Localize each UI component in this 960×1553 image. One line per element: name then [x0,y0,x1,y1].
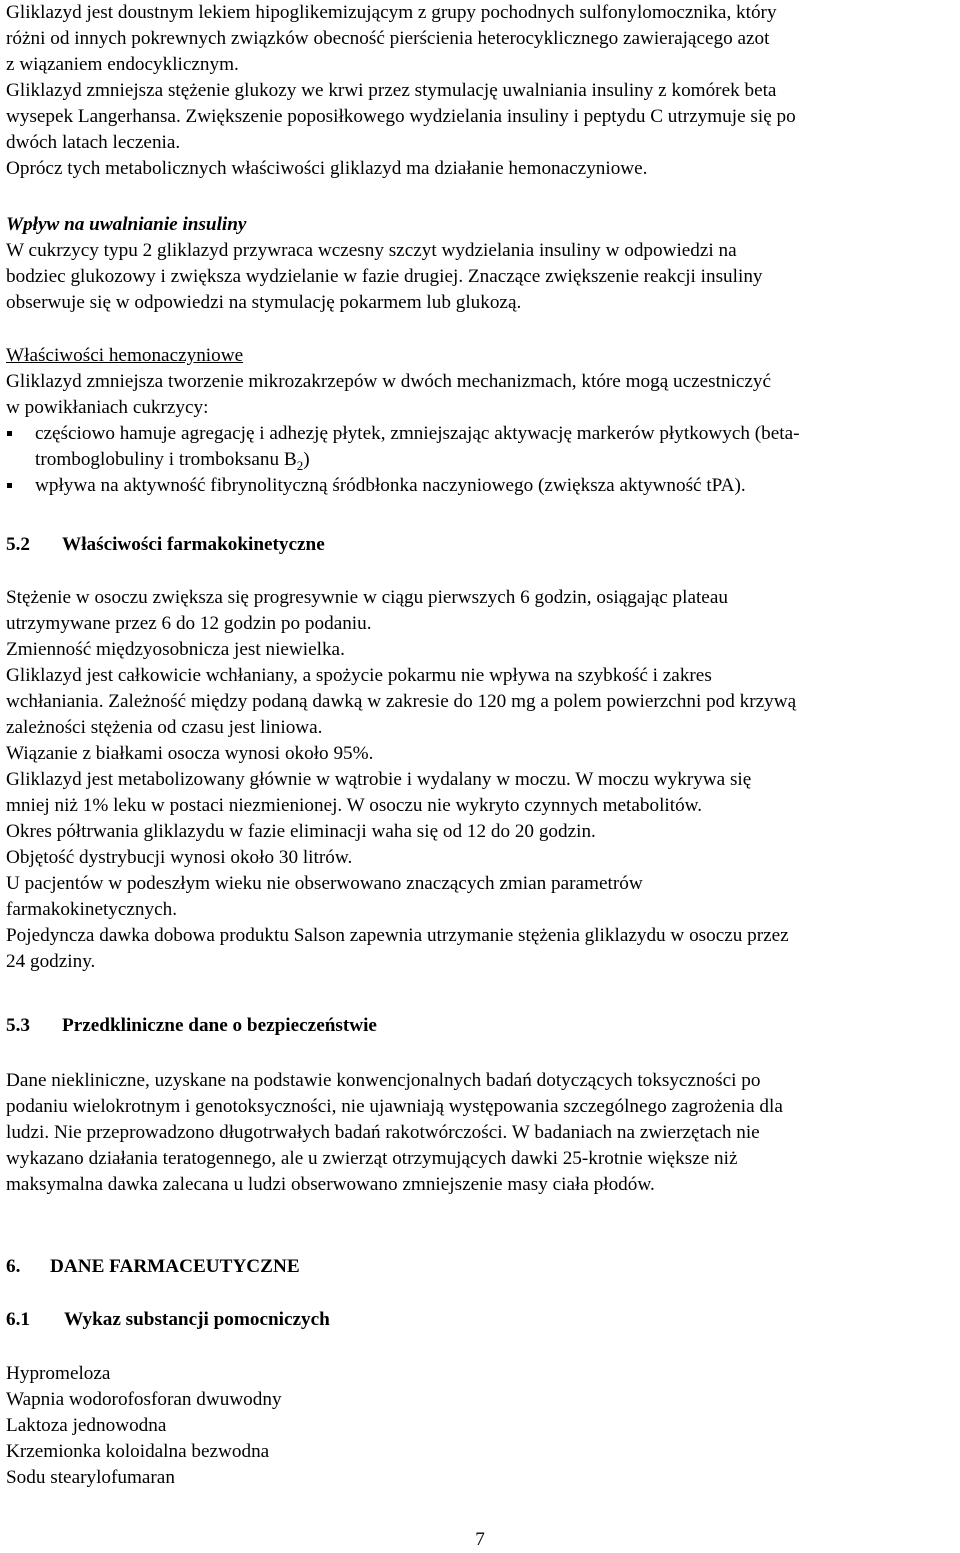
insulin-heading: Wpływ na uwalnianie insuliny [6,214,247,235]
text-line: W cukrzycy typu 2 gliklazyd przywraca wczesny szczyt wydzielania insuliny w odpowiedzi na [6,240,737,261]
square-bullet-icon [7,483,12,488]
text-line: utrzymywane przez 6 do 12 godzin po podaniu. [6,613,372,634]
section-number: 6. [6,1256,21,1277]
text-line: wpływa na aktywność fibrynolityczną śródbłonka naczyniowego (zwiększa aktywność tPA). [35,475,746,496]
text-line: 24 godziny. [6,951,96,972]
hemo-section [6,343,799,499]
list-item: Wapnia wodorofosforan dwuwodny [6,1389,282,1410]
text-line: Gliklazyd zmniejsza tworzenie mikrozakrzepów w dwóch mechanizmach, które mogą uczestniczyć [6,371,772,392]
section-title: DANE FARMACEUTYCZNE [50,1256,300,1277]
text-line: wykazano działania teratogennego, ale u zwierząt otrzymujących dawki 25-krotnie większe niż [6,1148,738,1169]
text-line: Gliklazyd jest całkowicie wchłaniany, a spożycie pokarmu nie wpływa na szybkość i zakres [6,665,712,686]
square-bullet-icon [7,431,12,436]
text-line: maksymalna dawka zalecana u ludzi obserwowano zmniejszenie masy ciała płodów. [6,1174,655,1195]
text-line: podaniu wielokrotnym i genotoksyczności, nie ujawniają występowania szczególnego zagrożenia dla [6,1096,783,1117]
section-title: Właściwości farmakokinetyczne [62,534,325,555]
text-line: Pojedyncza dawka dobowa produktu Salson zapewnia utrzymanie stężenia gliklazydu w osoczu przez [6,925,789,946]
section-title: Wykaz substancji pomocniczych [64,1309,330,1330]
text-line: ) [303,449,310,470]
text-line: z wiązaniem endocyklicznym. [6,54,239,75]
section-number: 5.2 [6,534,30,555]
section-6-1-heading [6,1307,330,1333]
list-item: Sodu stearylofumaran [6,1467,175,1488]
text-line: Objętość dystrybucji wynosi około 30 litrów. [6,847,353,868]
page-number: 7 [475,1529,485,1550]
text-line: Gliklazyd zmniejsza stężenie glukozy we krwi przez stymulację uwalniania insuliny z komórek beta [6,80,777,101]
text-line: mniej niż 1% leku w postaci niezmienionej. W osoczu nie wykryto czynnych metabolitów. [6,795,703,816]
text-line: wysepek Langerhansa. Zwiększenie poposiłkowego wydzielania insuliny i peptydu C utrzymuje się po [6,106,796,127]
section-6-heading [6,1254,300,1280]
list-item: Hypromeloza [6,1363,111,1384]
section-number: 6.1 [6,1309,30,1330]
hemo-bullet-list [6,421,799,499]
list-item [6,473,799,499]
text-line: częściowo hamuje agregację i adhezję płytek, zmniejszając aktywację markerów płytkowych (beta- [35,423,800,444]
section-5-2-heading [6,532,325,558]
text-line: bodziec glukozowy i zwiększa wydzielanie w fazie drugiej. Znaczące zwiększenie reakcji insuliny [6,266,763,287]
text-line: Okres półtrwania gliklazydu w fazie eliminacji waha się od 12 do 20 godzin. [6,821,596,842]
text-line: dwóch latach leczenia. [6,132,181,153]
text-line: Gliklazyd jest doustnym lekiem hipoglikemizującym z grupy pochodnych sulfonylomocznika, który [6,2,777,23]
text-line: Wiązanie z białkami osocza wynosi około 95%. [6,743,374,764]
text-line: różni od innych pokrewnych związków obecność pierścienia heterocyklicznego zawierającego azot [6,28,770,49]
text-line: U pacjentów w podeszłym wieku nie obserwowano znaczących zmian parametrów [6,873,643,894]
text-line: Stężenie w osoczu zwiększa się progresywnie w ciągu pierwszych 6 godzin, osiągając plateau [6,587,728,608]
preclinical-text [6,1068,783,1198]
text-line: wchłaniania. Zależność między podaną dawką w zakresie do 120 mg a polem powierzchni pod krzywą [6,691,797,712]
text-line: farmakokinetycznych. [6,899,178,920]
list-item: Krzemionka koloidalna bezwodna [6,1441,270,1462]
text-line: ludzi. Nie przeprowadzono długotrwałych badań rakotwórczości. W badaniach na zwierzętach nie [6,1122,760,1143]
text-line: Zmienność międzyosobnicza jest niewielka. [6,639,345,660]
text-line: Oprócz tych metabolicznych właściwości gliklazyd ma działanie hemonaczyniowe. [6,158,648,179]
intro-paragraph [6,0,796,182]
section-title: Przedkliniczne dane o bezpieczeństwie [62,1015,377,1036]
text-line: obserwuje się w odpowiedzi na stymulację pokarmem lub glukozą. [6,292,522,313]
insulin-section [6,212,763,316]
text-line: zależności stężenia od czasu jest liniowa. [6,717,323,738]
list-item [6,421,799,473]
excipients-list [6,1361,282,1491]
section-number: 5.3 [6,1015,30,1036]
hemo-heading: Właściwości hemonaczyniowe [6,345,244,366]
text-line: tromboglobuliny i tromboksanu B [35,449,297,470]
text-line: Gliklazyd jest metabolizowany głównie w wątrobie i wydalany w moczu. W moczu wykrywa się [6,769,752,790]
pharmacokinetics-text [6,585,796,975]
section-5-3-heading [6,1013,377,1039]
text-line: w powikłaniach cukrzycy: [6,397,209,418]
subscript: 2 [296,457,304,473]
list-item: Laktoza jednowodna [6,1415,167,1436]
text-line: Dane niekliniczne, uzyskane na podstawie konwencjonalnych badań dotyczących toksyczności po [6,1070,761,1091]
